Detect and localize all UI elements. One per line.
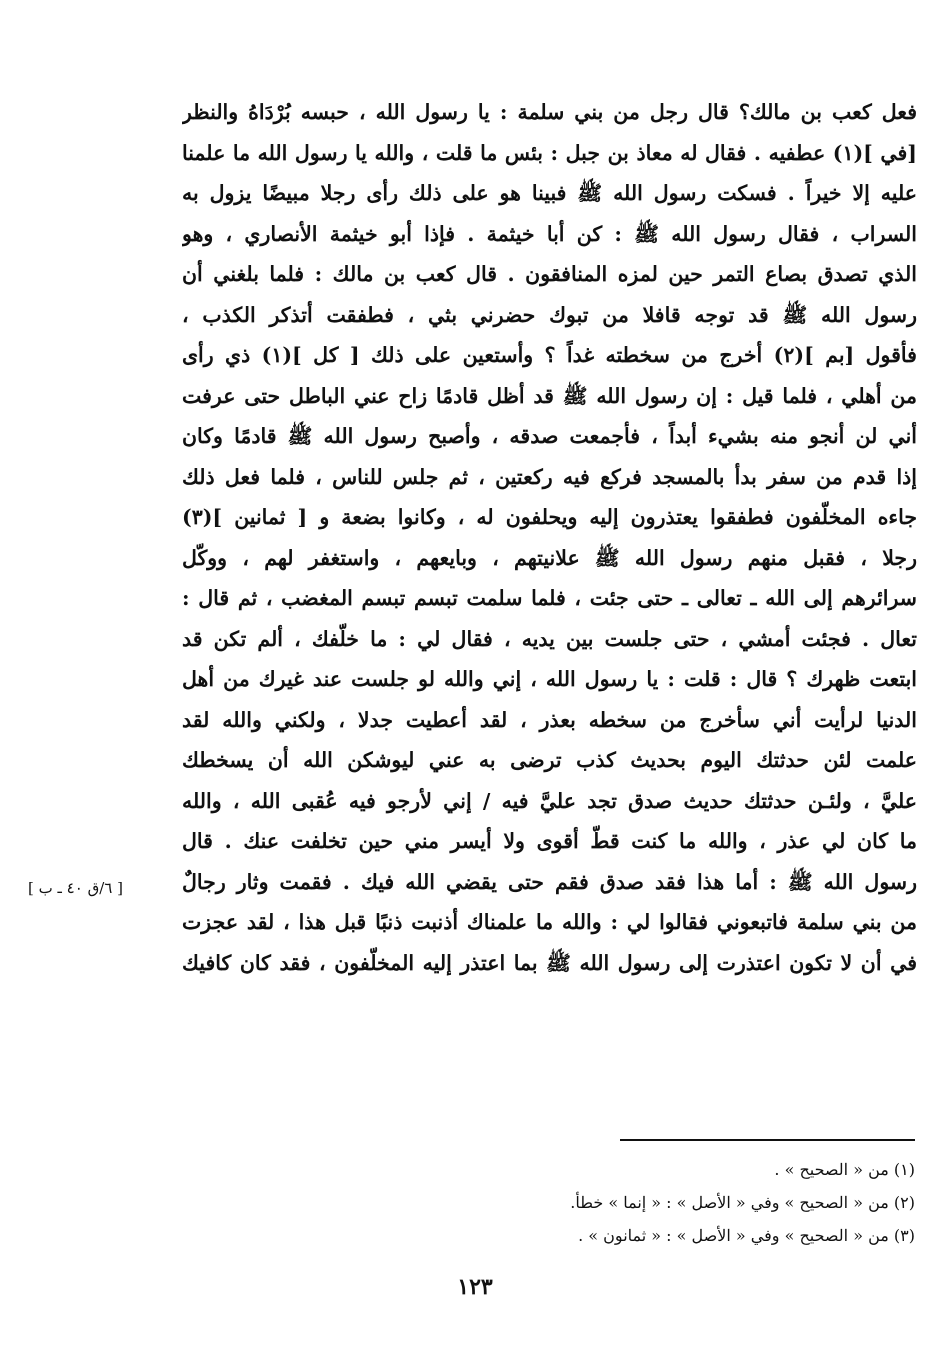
text-line: عليه إلا خيراً . فسكت رسول الله ﷺ فبينا هو على ذلك رأى رجلا مبيضًا يزول به [182, 181, 917, 205]
text-line: عليَّ ، ولئـن حدثتك حديث صدق تجد عليَّ فيه / إني لأرجو فيه عُقبى الله ، والله [182, 788, 917, 813]
text-line: تعال . فجئت أمشي ، حتى جلست بين يديه ، فقال لي : ما خلّفك ، ألم تكن قد [182, 626, 917, 651]
main-text-block [182, 92, 917, 983]
text-line: رجلا ، فقبل منهم رسول الله ﷺ علانيتهم ، وبايعهم ، واستغفر لهم ، ووكّل [182, 545, 917, 570]
text-line: من بني سلمة فاتبعوني فقالوا لي : والله ما علمناك أذنبت ذنبًا قبل هذا ، لقد عجزت [182, 910, 917, 934]
footnote-divider [620, 1139, 915, 1141]
footnote: (٢) من « الصحيح » وفي « الأصل » : « إنما » خطأ. [570, 1193, 915, 1212]
footnotes-block [300, 1153, 915, 1252]
text-line: ابتعت ظهرك ؟ قال : قلت : يا رسول الله ، إني والله لو جلست عند غيرك من أهل [182, 667, 917, 691]
footnote: (٣) من « الصحيح » وفي « الأصل » : « ثمانون » . [578, 1226, 915, 1245]
text-line: سرائرهم إلى الله ـ تعالى ـ حتى جئت ، فلما سلمت تبسم تبسم المغضب ، ثم قال : [182, 586, 917, 610]
text-line: رسول الله ﷺ : أما هذا فقد صدق فقم حتى يقضي الله فيك . فقمت وثار رجالٌ [182, 869, 917, 894]
text-line: السراب ، فقال رسول الله ﷺ : كن أبا خيثمة . فإذا أبو خيثمة الأنصاري ، وهو [182, 221, 917, 246]
footnote: (١) من « الصحيح » . [774, 1160, 915, 1179]
text-line: [في ](١) عطفيه . فقال له معاذ بن جبل : بئس ما قلت ، والله يا رسول الله ما علمنا [182, 140, 917, 165]
text-line: أني لن أنجو منه بشيء أبداً ، فأجمعت صدقه ، وأصبح رسول الله ﷺ قادمًا وكان [182, 424, 917, 448]
text-line: جاءه المخلّفون فطفقوا يعتذرون إليه ويحلفون له ، وكانوا بضعة و [ ثمانين ](٣) [182, 505, 917, 529]
text-line: الذي تصدق بصاع التمر حين لمزه المنافقون . قال كعب بن مالك : فلما بلغني أن [182, 262, 917, 286]
page-number: ١٢٣ [457, 1274, 493, 1300]
text-line: فعل كعب بن مالك؟ قال رجل من بني سلمة : يا رسول الله ، حبسه بُرْدَاهُ والنظر [182, 100, 917, 124]
text-line: الدنيا لرأيت أني سأخرج من سخطه بعذر ، لقد أعطيت جدلا ، ولكني والله لقد [182, 707, 917, 732]
text-line: إذا قدم من سفر بدأ بالمسجد فركع فيه ركعتين ، ثم جلس للناس ، فلما فعل ذلك [182, 464, 917, 489]
text-line: فأقول [بم ](٢) أخرج من سخطته غداً ؟ وأستعين على ذلك [ كل ](١) ذي رأى [182, 343, 917, 367]
manuscript-folio-note: [ ٦/ق ٤٠ ـ ب ] [28, 879, 123, 897]
text-line: علمت لئن حدثتك اليوم بحديث كذب ترضى به عني ليوشكن الله أن يسخطك [182, 748, 917, 772]
text-line: ما كان لي عذر ، والله ما كنت قطّ أقوى ولا أيسر مني حين تخلفت عنك . قال [182, 829, 917, 853]
text-line: من أهلي ، فلما قيل : إن رسول الله ﷺ قد أظل قادمًا زاح عني الباطل حتى عرفت [182, 383, 917, 408]
text-line: رسول الله ﷺ قد توجه قافلا من تبوك حضرني بثي ، فطفقت أتذكر الكذب ، [182, 302, 917, 327]
text-line: في أن لا تكون اعتذرت إلى رسول الله ﷺ بما اعتذر إليه المخلّفون ، فقد كان كافيك [182, 950, 917, 975]
